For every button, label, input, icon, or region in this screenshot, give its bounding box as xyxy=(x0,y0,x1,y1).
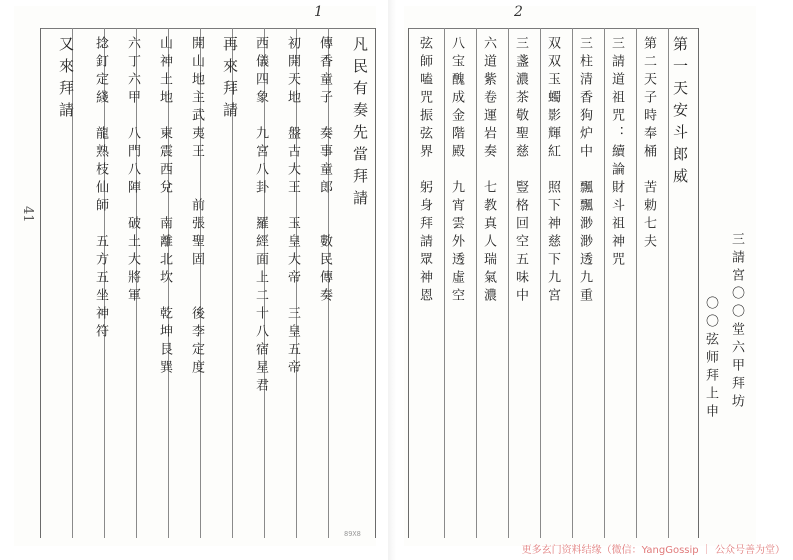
text-column: 再來拜請 xyxy=(221,36,239,124)
watermark: 更多玄门资料结缘（微信：YangGossip ｜ 公众号善为堂） xyxy=(521,545,785,556)
text-column: 三請道祖咒：續論財斗祖神咒 xyxy=(609,36,624,270)
text-column: 第一天安斗郎威 xyxy=(671,36,689,190)
side-note: 〇〇弦师拜上申 xyxy=(703,296,718,422)
text-column: 凡民有奏先當拜請 xyxy=(351,36,369,212)
text-column: 八宝醜成金階殿 九宵雲外透虛空 xyxy=(449,36,464,306)
text-column: 三盞濃茶敬聖慈 豎格回空五味中 xyxy=(513,36,528,306)
page-number: 2 xyxy=(514,4,523,20)
right-page xyxy=(404,6,756,546)
page-number: 1 xyxy=(314,4,323,20)
text-column: 三柱清香狗炉中 飄飄渺渺透九重 xyxy=(577,36,592,306)
text-column: 山神土地 東震西兌 南離北坎 乾坤艮巽 xyxy=(157,36,172,378)
margin-mark: 41 xyxy=(20,206,35,223)
book-fold xyxy=(388,0,396,560)
text-column: 傳香童子 奏事童郎 數民傳奏 xyxy=(317,36,332,306)
footer-code: 89X8 xyxy=(344,530,361,538)
text-column: 第二天子時奉桶 苦勅七夫 xyxy=(641,36,656,252)
text-column: 又來拜請 xyxy=(57,36,75,124)
side-note: 三請宮〇〇堂六甲拜坊 xyxy=(729,232,744,412)
text-column: 西儀四象 九宮八卦 羅經面上二十八宿星君 xyxy=(253,36,268,396)
text-column: 六丁六甲 八門八陣 破土大將軍 xyxy=(125,36,140,306)
text-column: 六道紫卷運岩奏 七教真人瑞氣濃 xyxy=(481,36,496,306)
text-column: 開山地主武夷王 前張聖固 後李定度 xyxy=(189,36,204,378)
text-column: 弦師嗑咒振弦界 躬身拜請眾神恩 xyxy=(417,36,432,306)
text-column: 双双玉蠋影輝紅 照下神慈下九宮 xyxy=(545,36,560,306)
text-column: 捻釘定綫 龍熟枝仙師 五方五坐神符 xyxy=(93,36,108,342)
left-page xyxy=(14,6,376,546)
text-column: 初開天地 盤古大王 玉皇大帝 三皇五帝 xyxy=(285,36,300,378)
